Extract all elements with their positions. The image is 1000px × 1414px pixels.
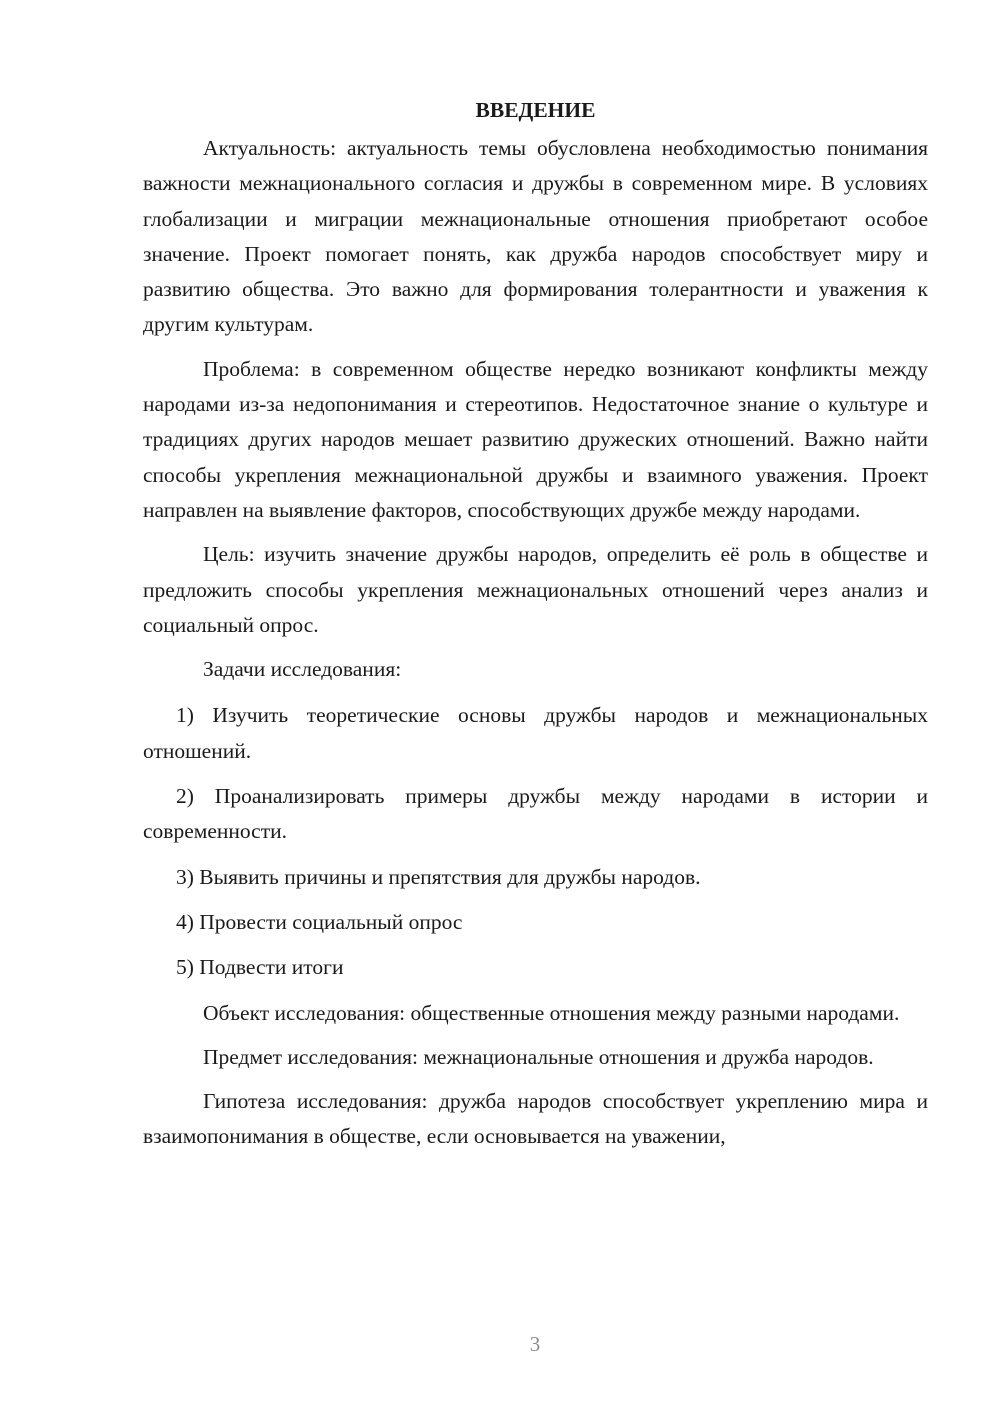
tasks-title: Задачи исследования:	[203, 657, 402, 682]
section-heading: ВВЕДЕНИЕ	[475, 98, 596, 122]
paragraph-problem: Проблема: в современном обществе нередко возникают конфликты между народами из-за недопонимания и стереотипов. Недостаточное знание о культуре и традициях других народов мешает развитию дружеских отношений. Важно найти способы укрепления межнациональной дружбы и взаимного уважения. Проект направлен на выявление факторов, способствующих дружбе между народами.	[143, 356, 928, 522]
paragraph-goal: Цель: изучить значение дружбы народов, определить её роль в обществе и предложить способы укрепления межнациональных отношений через анализ и социальный опрос.	[143, 542, 928, 637]
page-number: 3	[529, 1332, 541, 1356]
tasks-list	[143, 698, 928, 985]
document-body	[143, 95, 928, 1164]
list-item: 3) Выявить причины и препятствия для дружбы народов.	[176, 864, 701, 889]
list-item: 5) Подвести итоги	[176, 955, 344, 980]
list-item: 4) Провести социальный опрос	[176, 909, 463, 934]
paragraph-hypothesis: Гипотеза исследования: дружба народов способствует укреплению мира и взаимопонимания в обществе, если основывается на уважении,	[143, 1089, 928, 1149]
list-item: 1) Изучить теоретические основы дружбы народов и межнациональных отношений.	[143, 703, 928, 763]
list-item: 2) Проанализировать примеры дружбы между народами в истории и современности.	[143, 784, 928, 844]
paragraph-object: Объект исследования: общественные отношения между разными народами.	[203, 1000, 900, 1025]
paragraph-subject: Предмет исследования: межнациональные отношения и дружба народов.	[203, 1044, 874, 1069]
paragraph-relevance: Актуальность: актуальность темы обусловлена необходимостью понимания важности межнационального согласия и дружбы в современном мире. В условиях глобализации и миграции межнациональные отношения приобретают особое значение. Проект помогает понять, как дружба народов способствует миру и развитию общества. Это важно для формирования толерантности и уважения к другим культурам.	[143, 136, 928, 337]
